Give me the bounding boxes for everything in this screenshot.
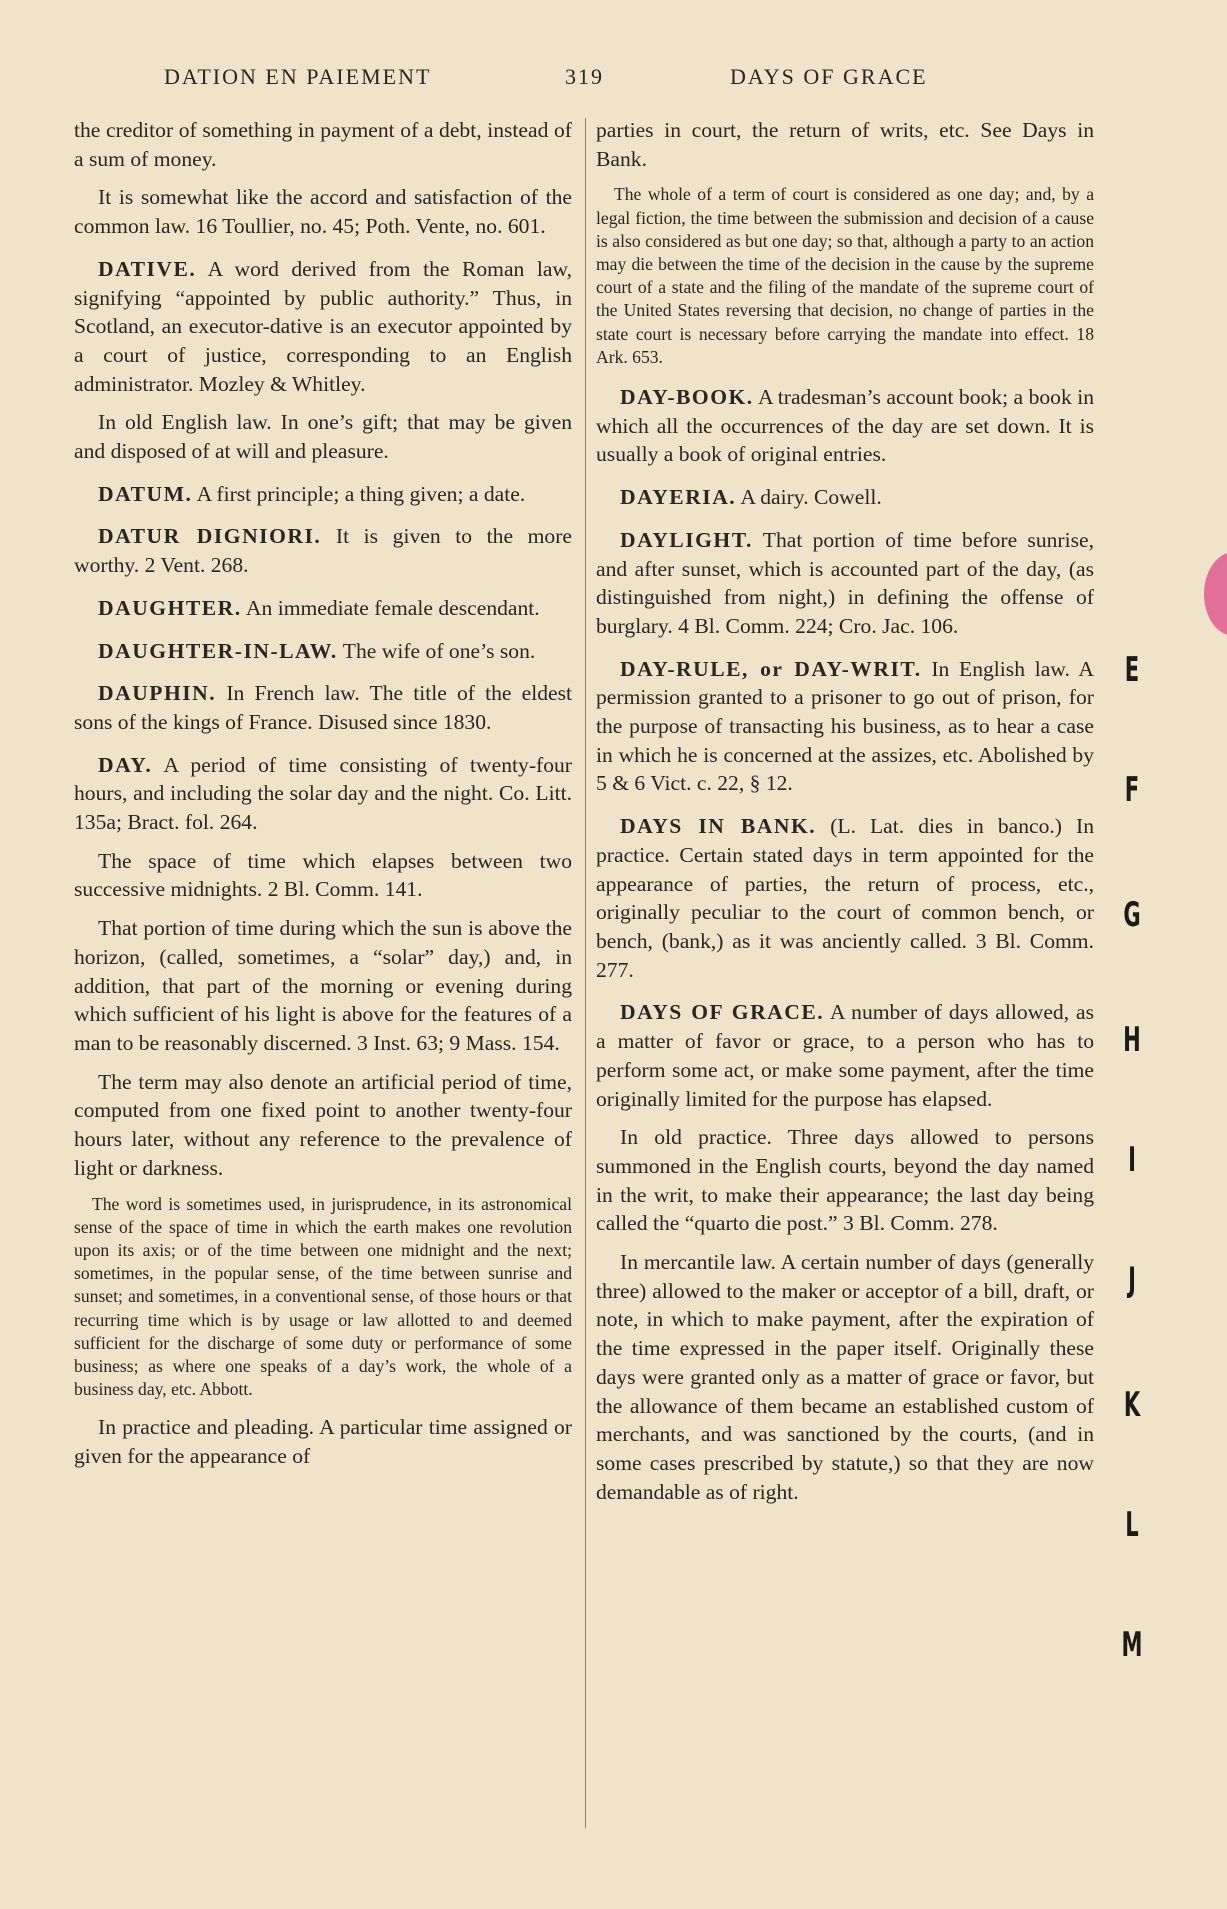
thumb-tab-l: L [1125,1505,1139,1545]
entry-paragraph [74,408,572,465]
page-number: 319 [565,64,604,89]
thumb-tab-h: H [1123,1020,1141,1060]
entry-headword: DAY-RULE, or DAY-WRIT. [620,656,922,681]
entry-paragraph [74,183,572,240]
thumb-index [1112,0,1172,1909]
entry-text: A number of days allowed, as a matter of favor or grace, to a person who has to perform some act, or make some payment, after the time originally limited for the purpose has elapsed. [596,1000,1094,1111]
column-rule [585,118,586,1828]
entry-text: It is given to the more worthy. 2 Vent. 268. [74,524,572,578]
entry-text: A word derived from the Roman law, signifying “appointed by public authority.” Thus, in Scotland, an executor-dative is an executor appointed by a court of justice, corresponding to an English administrator. Mozley & Whitley. [74,256,572,396]
entry-text: An immediate female descendant. [245,595,540,620]
entry-text: The term may also denote an artificial period of time, computed from one fixed point to another twenty-four hours later, without any reference to the prevalence of light or darkness. [74,1069,572,1180]
dictionary-entry [74,751,572,837]
entry-text: In old practice. Three days allowed to persons summoned in the English courts, beyond the day named in the writ, to make their appearance; the last day being called the “quarto die post.” 3 Bl. Comm. 278. [596,1125,1094,1236]
running-head-left: DATION EN PAIEMENT [164,64,432,89]
entry-text: The space of time which elapses between two successive midnights. 2 Bl. Comm. 141. [74,848,572,902]
dictionary-entry [596,383,1094,469]
thumb-tab-f: F [1124,770,1140,810]
entry-headword: DAY-BOOK. [620,385,754,410]
entry-paragraph [74,1193,572,1402]
dictionary-entry [596,998,1094,1113]
entry-text: In mercantile law. A certain number of days (generally three) allowed to the maker or acceptor of a bill, draft, or note, in which to make payment, after the expiration of the time expressed in the paper itself. Originally these days were granted only as a matter of grace or favor, but the allowance of them became an established custom of merchants, and was sanctioned by the courts, (and in some cases prescribed by statute,) so that they are now demandable as of right. [596,1250,1094,1504]
thumb-tab-m: M [1121,1625,1143,1665]
entry-headword: DAYERIA. [620,485,737,510]
entry-headword: DATIVE. [98,256,197,281]
entry-text: the creditor of something in payment of a debt, instead of a sum of money. [74,118,572,171]
entry-paragraph [74,116,572,173]
dictionary-entry [74,522,572,579]
entry-text: In English law. A permission granted to a prisoner to go out of prison, for the purpose of transacting his business, as to hear a case in which he is concerned at the assizes, etc. Abolished by 5 & 6 Vict. c. 22, § 12. [596,656,1094,796]
dictionary-entry [74,594,572,623]
dictionary-entry [74,637,572,666]
entry-text: That portion of time before sunrise, and after sunset, which is accounted part of the day, (as distinguished from night,) in defining the offense of burglary. 4 Bl. Comm. 224; Cro. Jac. 106. [596,527,1094,638]
entry-headword: DAYS OF GRACE. [620,1000,825,1025]
entry-text: The wife of one’s son. [342,638,536,663]
entry-text: The whole of a term of court is considered as one day; and, by a legal fiction, the time between the submission and decision of a cause is also considered as but one day; so that, although a party to an action may die between the time of the decision in the cause by the supreme court of a state and the filing of the mandate of the supreme court of the United States reversing that decision, no change of parties in the state court is necessary before carrying the mandate into effect. 18 Ark. 653. [596,184,1094,367]
entry-paragraph [74,847,572,904]
entry-text: (L. Lat. dies in banco.) In practice. Certain stated days in term appointed for the appearance of parties, the return of process, etc., originally peculiar to the court of common bench, or bench, (bank,) as it was anciently called. 3 Bl. Comm. 277. [596,814,1094,982]
entry-text: In old English law. In one’s gift; that may be given and disposed of at will and pleasure. [74,410,572,464]
entry-headword: DATUR DIGNIORI. [98,524,322,549]
thumb-tab-g: G [1123,895,1141,935]
entry-paragraph [596,116,1094,173]
entry-headword: DAUPHIN. [98,681,217,706]
entry-paragraph [74,1068,572,1183]
entry-text: The word is sometimes used, in jurisprudence, in its astronomical sense of the space of time in which the earth makes one revolution upon its axis; or of the time between one midnight and the next; sometimes, in the popular sense, of the time between sunrise and sunset; and sometimes, in a conventional sense, of those hours or that recurring time which is by usage or law allotted to and deemed sufficient for the discharge of some duty or performance of some business; as where one speaks of a day’s work, the whole of a business day, etc. Abbott. [74,1193,572,1400]
entry-headword: DAY. [98,752,153,777]
pink-sticker [1204,552,1227,636]
entry-text: A first principle; a thing given; a date. [196,481,526,506]
entry-headword: DATUM. [98,481,193,506]
thumb-tab-j: J [1128,1260,1136,1300]
left-column [74,116,572,1481]
dictionary-entry [74,255,572,399]
entry-headword: DAYLIGHT. [620,527,753,552]
dictionary-entry [596,812,1094,984]
entry-text: A tradesman’s account book; a book in which all the occurrences of the day are set down. It is usually a book of original entries. [596,385,1094,467]
right-column [596,116,1094,1516]
thumb-tab-k: K [1123,1385,1141,1425]
dictionary-entry [596,526,1094,641]
thumb-tab-i: I [1128,1140,1136,1180]
entry-text: In French law. The title of the eldest sons of the kings of France. Disused since 1830. [74,681,572,734]
entry-text: It is somewhat like the accord and satisfaction of the common law. 16 Toullier, no. 45; Poth. Vente, no. 601. [74,185,572,239]
entry-paragraph [596,1123,1094,1238]
running-head [150,64,970,94]
dictionary-entry [596,655,1094,799]
thumb-tab-e: E [1124,650,1140,690]
running-head-right: DAYS OF GRACE [730,64,928,89]
entry-headword: DAYS IN BANK. [620,814,817,839]
entry-text: A dairy. Cowell. [740,485,882,510]
entry-headword: DAUGHTER. [98,595,242,620]
dictionary-entry [74,679,572,736]
entry-paragraph [74,914,572,1058]
entry-text: In practice and pleading. A particular time assigned or given for the appearance of [74,1415,572,1469]
dictionary-entry [74,480,572,509]
entry-paragraph [74,1413,572,1470]
entry-paragraph [596,1248,1094,1506]
entry-headword: DAUGHTER-IN-LAW. [98,638,338,663]
entry-text: That portion of time during which the sun is above the horizon, (called, sometimes, a “solar” day,) and, in addition, that part of the morning or evening during which sufficient of his light is above for the features of a man to be reasonably discerned. 3 Inst. 63; 9 Mass. 154. [74,916,572,1055]
dictionary-entry [596,483,1094,512]
entry-text: parties in court, the return of writs, etc. See Days in Bank. [596,118,1094,171]
entry-text: A period of time consisting of twenty-four hours, and including the solar day and the night. Co. Litt. 135a; Bract. fol. 264. [74,752,572,835]
entry-paragraph [596,183,1094,369]
